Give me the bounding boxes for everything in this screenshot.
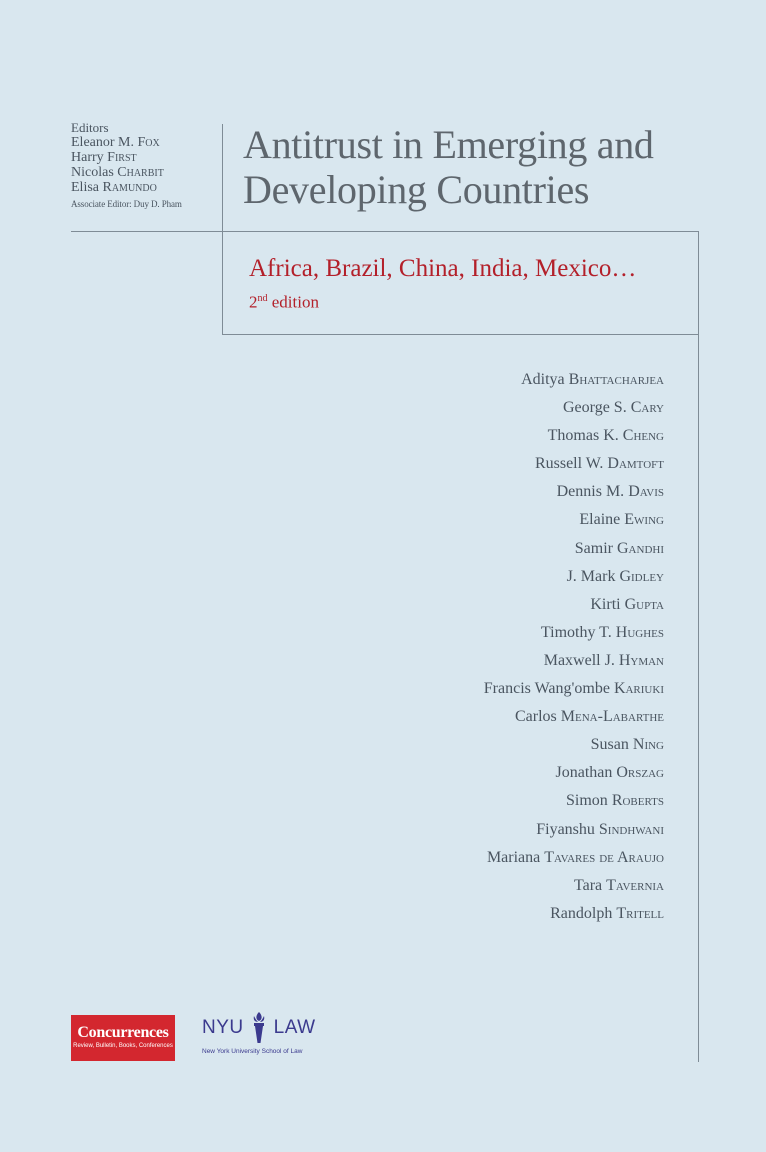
nyu-law-logo — [202, 1010, 322, 1060]
author-name: Jonathan Orszag — [555, 764, 664, 782]
nyu-school-name: New York University School of Law — [202, 1048, 303, 1055]
divider-editors — [71, 231, 222, 232]
divider-subtitle-bottom — [222, 334, 699, 335]
divider-vertical-left — [222, 124, 223, 334]
author-name: Francis Wang'ombe Kariuki — [483, 680, 664, 698]
author-name: Kirti Gupta — [590, 595, 664, 613]
editors-label: Editors — [71, 120, 109, 135]
author-name: Randolph Tritell — [550, 904, 664, 922]
law-word: LAW — [273, 1017, 316, 1038]
concurrences-logo — [71, 1015, 175, 1061]
editor-name: Eleanor M. Fox — [71, 135, 160, 150]
concurrences-tagline: Review, Bulletin, Books, Conferences — [73, 1043, 173, 1049]
author-name: Mariana Tavares de Araujo — [486, 848, 664, 866]
author-name: Samir Gandhi — [574, 539, 664, 557]
author-name: George S. Cary — [563, 399, 664, 417]
editor-name: Harry First — [71, 150, 137, 165]
divider-vertical-right — [698, 231, 699, 1062]
divider-title-bottom — [222, 231, 699, 232]
associate-editor: Associate Editor: Duy D. Pham — [71, 199, 182, 209]
author-name: Aditya Bhattacharjea — [521, 371, 664, 388]
concurrences-name: Concurrences — [77, 1024, 169, 1041]
author-name: Elaine Ewing — [579, 511, 664, 529]
author-name: Fiyanshu Sindhwani — [536, 820, 664, 838]
book-title: Antitrust in Emerging and Developing Countries — [243, 122, 654, 212]
nyu-word: NYU — [202, 1017, 244, 1038]
author-name: Tara Tavernia — [573, 876, 664, 894]
book-subtitle: Africa, Brazil, China, India, Mexico… — [249, 255, 637, 282]
torch-icon — [248, 1011, 270, 1045]
editor-name: Elisa Ramundo — [71, 180, 157, 195]
author-name: Simon Roberts — [566, 792, 664, 810]
author-name: Maxwell J. Hyman — [543, 651, 664, 669]
author-name: Carlos Mena-Labarthe — [515, 708, 664, 726]
author-name: J. Mark Gidley — [566, 567, 664, 585]
author-name: Susan Ning — [590, 736, 664, 754]
author-name: Russell W. Damtoft — [534, 455, 664, 473]
author-name: Timothy T. Hughes — [540, 623, 664, 641]
edition-label: 2nd edition — [249, 292, 319, 312]
editors-block — [71, 120, 231, 209]
editor-name: Nicolas Charbit — [71, 165, 164, 180]
author-name: Dennis M. Davis — [556, 483, 664, 501]
authors-list — [484, 366, 664, 928]
author-name: Thomas K. Cheng — [547, 427, 664, 445]
